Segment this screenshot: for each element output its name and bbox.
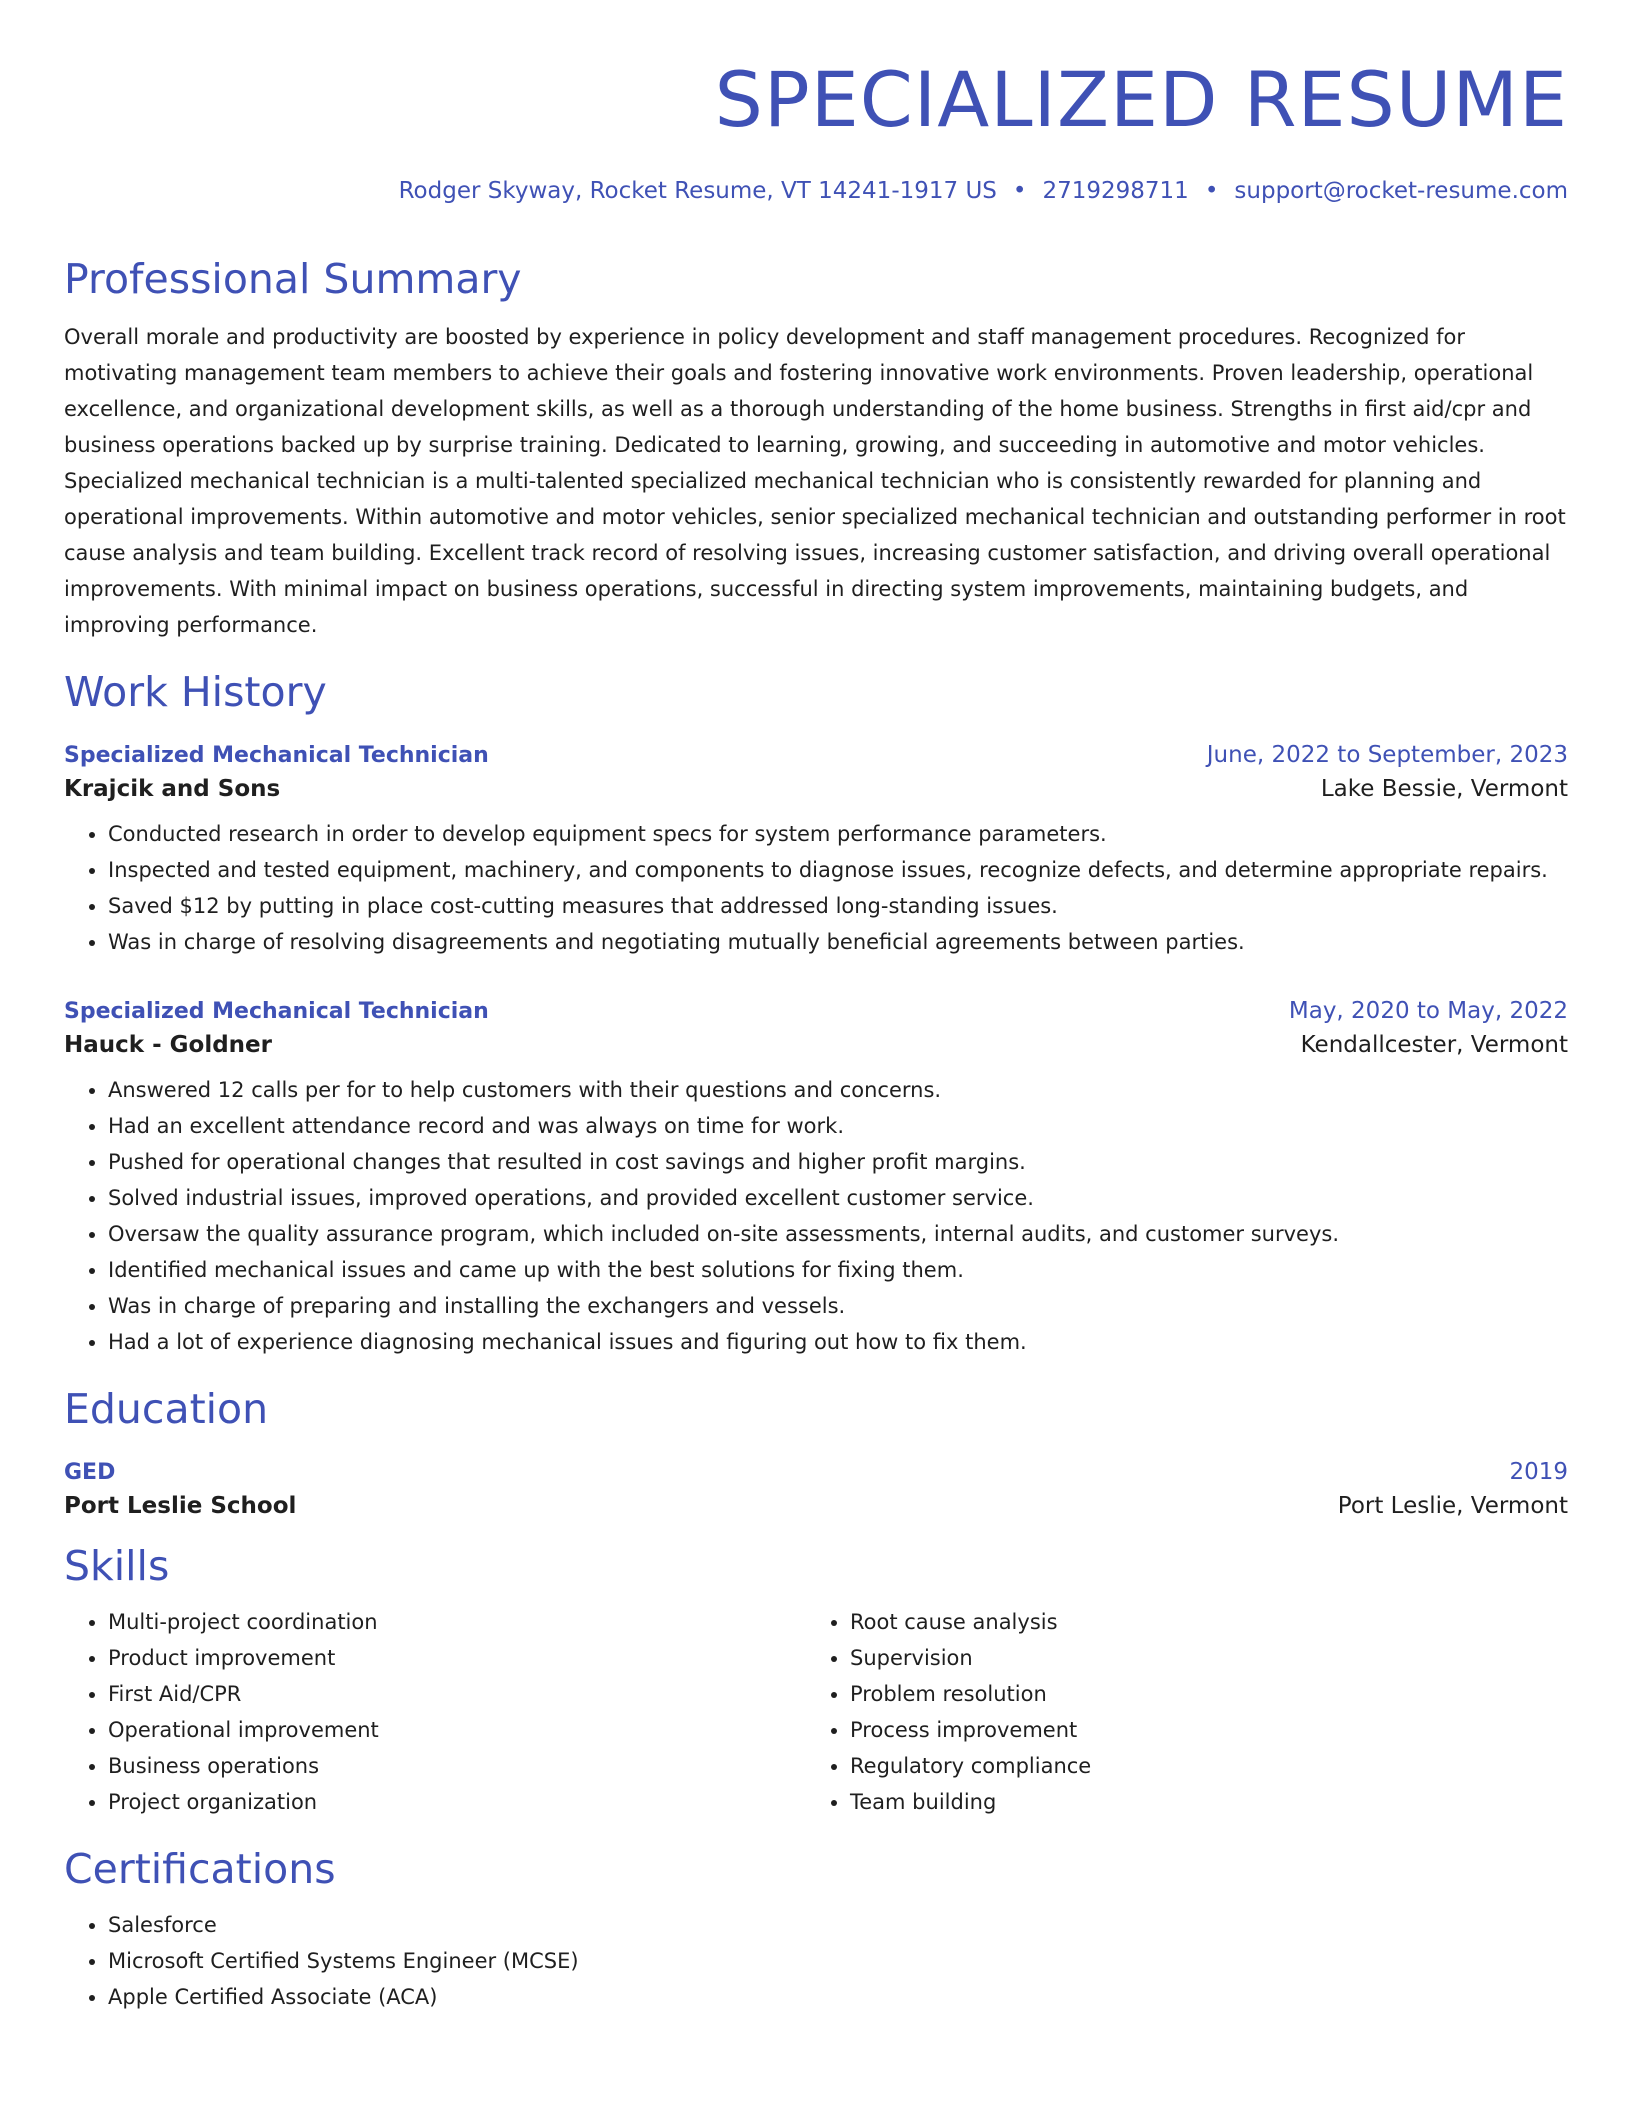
- skill-item: • Process improvement: [850, 1712, 1506, 1748]
- job-bullet: • Oversaw the quality assurance program, which included on-site assessments, internal audits, and customer surveys.: [108, 1216, 1568, 1252]
- resume-title: SPECIALIZED RESUME: [714, 55, 1568, 144]
- job-company: Hauck - Goldner: [64, 1031, 272, 1058]
- skill-item: • Multi-project coordination: [108, 1604, 806, 1640]
- job-bullet: • Identified mechanical issues and came up with the best solutions for fixing them.: [108, 1252, 1568, 1288]
- summary-heading: Professional Summary: [64, 254, 522, 303]
- job-dates: May, 2020 to May, 2022: [1288, 997, 1568, 1024]
- skills-bullets: [64, 1604, 806, 1820]
- contact-separator: •: [1204, 178, 1219, 204]
- summary-text: Overall morale and productivity are boosted by experience in policy development and staff management procedures. Recognized for motivating management team members to achieve their goals and fostering innovative work environments. Proven leadership, operational excellence, and organizational development skills, as well as a thorough understanding of the home business. Strengths in first aid/cpr and business operations backed up by surprise training. Dedicated to learning, growing, and succeeding in automotive and motor vehicles. Specialized mechanical technician is a multi-talented specialized mechanical technician who is consistently rewarded for planning and operational improvements. Within automotive and motor vehicles, senior specialized mechanical technician and outstanding performer in root cause analysis and team building. Excellent track record of resolving issues, increasing customer satisfaction, and driving overall operational improvements. With minimal impact on business operations, successful in directing system improvements, maintaining budgets, and improving performance.: [64, 324, 1566, 637]
- job-company: Krajcik and Sons: [64, 775, 281, 802]
- contact-separator: •: [1012, 178, 1027, 204]
- skill-item: • Root cause analysis: [850, 1604, 1506, 1640]
- contact-email: support@rocket-resume.com: [1234, 178, 1568, 204]
- skills-bullets: [806, 1604, 1506, 1820]
- resume-page: [64, 52, 1568, 2015]
- contact-address: Rodger Skyway, Rocket Resume, VT 14241-1917 US: [398, 178, 997, 204]
- job-bullet: • Inspected and tested equipment, machinery, and components to diagnose issues, recognize defects, and determine appropriate repairs.: [108, 852, 1568, 888]
- education-year: 2019: [1509, 1459, 1568, 1486]
- job-bullet: • Had a lot of experience diagnosing mechanical issues and figuring out how to fix them.: [108, 1324, 1568, 1360]
- job-bullet: • Conducted research in order to develop equipment specs for system performance parameters.: [108, 816, 1568, 852]
- skill-item: • Operational improvement: [108, 1712, 806, 1748]
- skill-item: • Team building: [850, 1784, 1506, 1820]
- skill-item: • Regulatory compliance: [850, 1748, 1506, 1784]
- contact-line: [64, 178, 1568, 206]
- job-dates: June, 2022 to September, 2023: [1206, 741, 1568, 768]
- education-location: Port Leslie, Vermont: [1337, 1493, 1568, 1520]
- job-bullet: • Was in charge of resolving disagreements and negotiating mutually beneficial agreements between parties.: [108, 924, 1568, 960]
- education-degree-row: [64, 1459, 1568, 1485]
- job-company-row: [64, 1024, 1568, 1058]
- job-location: Kendallcester, Vermont: [1300, 1031, 1568, 1058]
- skill-item: • Problem resolution: [850, 1676, 1506, 1712]
- job-bullet: • Answered 12 calls per for to help customers with their questions and concerns.: [108, 1072, 1568, 1108]
- job-location: Lake Bessie, Vermont: [1320, 775, 1568, 802]
- skills-column-right: [806, 1604, 1506, 1820]
- skill-item: • First Aid/CPR: [108, 1676, 806, 1712]
- skills-column-left: [64, 1604, 806, 1820]
- certification-item: • Apple Certified Associate (ACA): [108, 1979, 1568, 2015]
- skill-item: • Supervision: [850, 1640, 1506, 1676]
- certifications-list: [64, 1907, 1568, 2015]
- job-entry: [64, 998, 1568, 1360]
- education-school-row: [64, 1485, 1568, 1519]
- certification-item: • Microsoft Certified Systems Engineer (MCSE): [108, 1943, 1568, 1979]
- job-title-row: [64, 742, 1568, 768]
- work-history-heading: Work History: [64, 667, 327, 716]
- job-bullet: • Pushed for operational changes that resulted in cost savings and higher profit margins.: [108, 1144, 1568, 1180]
- job-bullet: • Solved industrial issues, improved operations, and provided excellent customer service.: [108, 1180, 1568, 1216]
- education-entry: [64, 1459, 1568, 1519]
- job-bullets: [64, 816, 1568, 960]
- contact-phone: 2719298711: [1042, 178, 1189, 204]
- job-bullets: [64, 1072, 1568, 1360]
- skill-item: • Business operations: [108, 1748, 806, 1784]
- certification-bullets: [64, 1907, 1568, 2015]
- job-title: Specialized Mechanical Technician: [64, 998, 489, 1024]
- job-title: Specialized Mechanical Technician: [64, 742, 489, 768]
- job-company-row: [64, 768, 1568, 802]
- job-bullet: • Had an excellent attendance record and was always on time for work.: [108, 1108, 1568, 1144]
- education-school: Port Leslie School: [64, 1493, 297, 1520]
- job-bullet: • Saved $12 by putting in place cost-cutting measures that addressed long-standing issues.: [108, 888, 1568, 924]
- education-heading: Education: [64, 1384, 269, 1433]
- job-bullet: • Was in charge of preparing and installing the exchangers and vessels.: [108, 1288, 1568, 1324]
- skill-item: • Project organization: [108, 1784, 806, 1820]
- certification-item: • Salesforce: [108, 1907, 1568, 1943]
- education-degree: GED: [64, 1460, 116, 1486]
- skill-item: • Product improvement: [108, 1640, 806, 1676]
- job-entry: [64, 742, 1568, 960]
- job-title-row: [64, 998, 1568, 1024]
- skills-heading: Skills: [64, 1542, 170, 1591]
- skills-list: [64, 1604, 1568, 1820]
- certifications-heading: Certifications: [64, 1845, 336, 1894]
